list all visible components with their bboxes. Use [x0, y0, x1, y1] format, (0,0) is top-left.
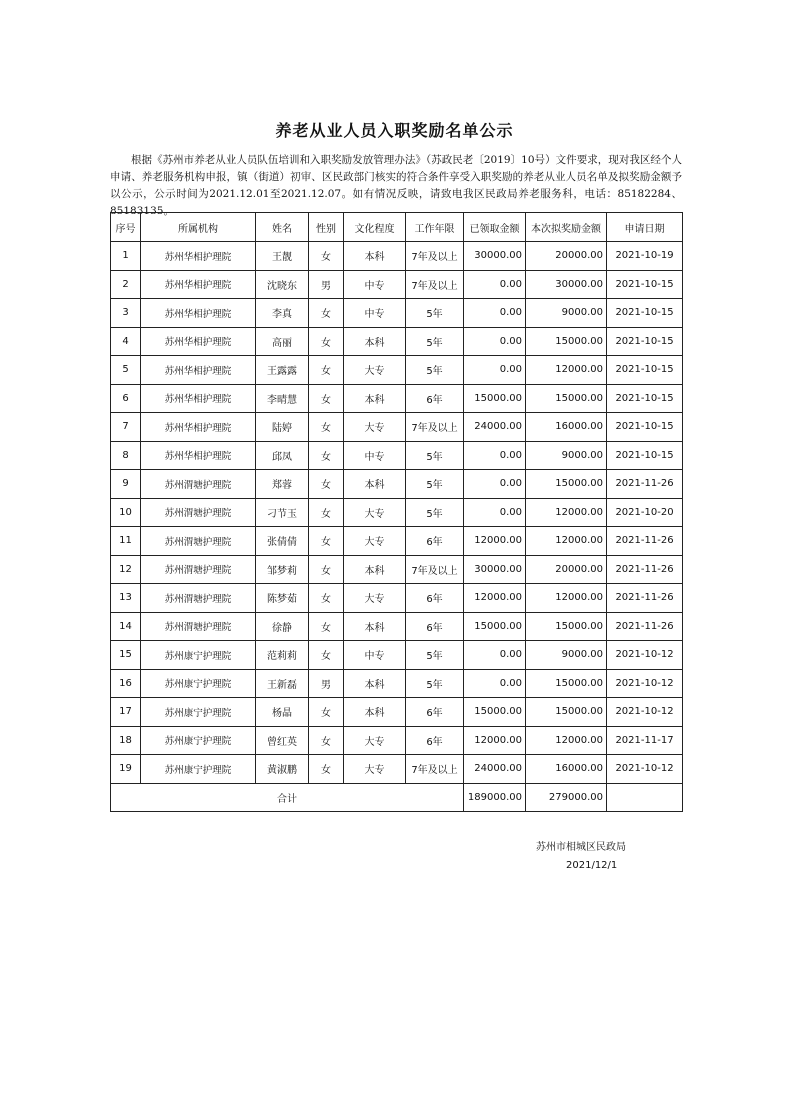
row-name: 邱凤 — [256, 441, 309, 470]
row-received-amount: 15000.00 — [464, 612, 526, 641]
row-received-amount: 30000.00 — [464, 555, 526, 584]
row-organization: 苏州渭塘护理院 — [141, 527, 256, 556]
row-gender: 男 — [309, 669, 344, 698]
row-index: 4 — [111, 327, 141, 356]
row-gender: 女 — [309, 584, 344, 613]
row-education: 大专 — [344, 413, 406, 442]
row-apply-date: 2021-10-19 — [607, 242, 683, 271]
total-date — [607, 783, 683, 812]
row-index: 15 — [111, 641, 141, 670]
total-received: 189000.00 — [464, 783, 526, 812]
row-apply-date: 2021-10-15 — [607, 384, 683, 413]
row-index: 11 — [111, 527, 141, 556]
row-apply-date: 2021-10-12 — [607, 669, 683, 698]
row-award-amount: 12000.00 — [526, 584, 607, 613]
row-education: 本科 — [344, 698, 406, 727]
row-index: 2 — [111, 270, 141, 299]
row-award-amount: 15000.00 — [526, 327, 607, 356]
row-organization: 苏州渭塘护理院 — [141, 612, 256, 641]
row-work-years: 6年 — [406, 384, 464, 413]
award-table — [110, 212, 683, 812]
row-education: 大专 — [344, 498, 406, 527]
row-gender: 女 — [309, 242, 344, 271]
row-name: 徐静 — [256, 612, 309, 641]
row-education: 本科 — [344, 555, 406, 584]
row-education: 本科 — [344, 242, 406, 271]
row-index: 19 — [111, 755, 141, 784]
row-gender: 女 — [309, 612, 344, 641]
row-education: 本科 — [344, 384, 406, 413]
row-index: 17 — [111, 698, 141, 727]
row-education: 大专 — [344, 726, 406, 755]
row-award-amount: 30000.00 — [526, 270, 607, 299]
table-row — [111, 612, 683, 641]
table-row — [111, 327, 683, 356]
row-education: 大专 — [344, 584, 406, 613]
row-education: 本科 — [344, 669, 406, 698]
row-education: 大专 — [344, 755, 406, 784]
row-received-amount: 0.00 — [464, 669, 526, 698]
row-apply-date: 2021-10-12 — [607, 755, 683, 784]
row-received-amount: 24000.00 — [464, 413, 526, 442]
row-apply-date: 2021-11-17 — [607, 726, 683, 755]
row-award-amount: 9000.00 — [526, 299, 607, 328]
row-work-years: 6年 — [406, 726, 464, 755]
row-index: 3 — [111, 299, 141, 328]
row-award-amount: 9000.00 — [526, 441, 607, 470]
row-work-years: 7年及以上 — [406, 270, 464, 299]
row-organization: 苏州渭塘护理院 — [141, 555, 256, 584]
row-name: 郑蓉 — [256, 470, 309, 499]
row-name: 陈梦茹 — [256, 584, 309, 613]
row-organization: 苏州康宁护理院 — [141, 669, 256, 698]
row-apply-date: 2021-10-12 — [607, 698, 683, 727]
row-apply-date: 2021-11-26 — [607, 527, 683, 556]
row-received-amount: 0.00 — [464, 441, 526, 470]
row-organization: 苏州康宁护理院 — [141, 726, 256, 755]
header-cell: 申请日期 — [607, 213, 683, 242]
row-work-years: 5年 — [406, 299, 464, 328]
row-gender: 男 — [309, 270, 344, 299]
row-organization: 苏州华相护理院 — [141, 356, 256, 385]
row-gender: 女 — [309, 555, 344, 584]
row-name: 李晴慧 — [256, 384, 309, 413]
row-index: 5 — [111, 356, 141, 385]
row-index: 16 — [111, 669, 141, 698]
header-cell: 姓名 — [256, 213, 309, 242]
row-work-years: 5年 — [406, 669, 464, 698]
row-gender: 女 — [309, 384, 344, 413]
row-work-years: 5年 — [406, 356, 464, 385]
row-apply-date: 2021-11-26 — [607, 470, 683, 499]
row-apply-date: 2021-10-15 — [607, 270, 683, 299]
table-row — [111, 527, 683, 556]
row-apply-date: 2021-10-15 — [607, 327, 683, 356]
row-gender: 女 — [309, 299, 344, 328]
row-gender: 女 — [309, 413, 344, 442]
row-received-amount: 12000.00 — [464, 584, 526, 613]
row-received-amount: 24000.00 — [464, 755, 526, 784]
header-cell: 本次拟奖励金额 — [526, 213, 607, 242]
row-received-amount: 0.00 — [464, 356, 526, 385]
row-organization: 苏州华相护理院 — [141, 242, 256, 271]
row-work-years: 6年 — [406, 527, 464, 556]
row-organization: 苏州华相护理院 — [141, 441, 256, 470]
row-organization: 苏州华相护理院 — [141, 270, 256, 299]
row-name: 王靓 — [256, 242, 309, 271]
row-name: 王露露 — [256, 356, 309, 385]
row-award-amount: 12000.00 — [526, 726, 607, 755]
row-index: 10 — [111, 498, 141, 527]
row-apply-date: 2021-10-15 — [607, 413, 683, 442]
row-organization: 苏州华相护理院 — [141, 327, 256, 356]
row-gender: 女 — [309, 498, 344, 527]
table-row — [111, 584, 683, 613]
row-index: 13 — [111, 584, 141, 613]
row-gender: 女 — [309, 356, 344, 385]
row-award-amount: 12000.00 — [526, 498, 607, 527]
row-index: 8 — [111, 441, 141, 470]
row-index: 6 — [111, 384, 141, 413]
row-education: 中专 — [344, 299, 406, 328]
row-award-amount: 15000.00 — [526, 470, 607, 499]
row-apply-date: 2021-10-20 — [607, 498, 683, 527]
row-received-amount: 0.00 — [464, 327, 526, 356]
row-name: 沈晓东 — [256, 270, 309, 299]
page-title: 养老从业人员入职奖励名单公示 — [275, 121, 514, 140]
row-gender: 女 — [309, 698, 344, 727]
row-organization: 苏州康宁护理院 — [141, 755, 256, 784]
row-organization: 苏州渭塘护理院 — [141, 584, 256, 613]
row-award-amount: 15000.00 — [526, 698, 607, 727]
row-work-years: 7年及以上 — [406, 413, 464, 442]
row-award-amount: 20000.00 — [526, 555, 607, 584]
row-gender: 女 — [309, 641, 344, 670]
row-received-amount: 0.00 — [464, 270, 526, 299]
row-gender: 女 — [309, 470, 344, 499]
row-award-amount: 12000.00 — [526, 527, 607, 556]
row-gender: 女 — [309, 327, 344, 356]
row-work-years: 7年及以上 — [406, 555, 464, 584]
row-received-amount: 0.00 — [464, 470, 526, 499]
row-organization: 苏州渭塘护理院 — [141, 470, 256, 499]
table-row — [111, 669, 683, 698]
row-award-amount: 15000.00 — [526, 612, 607, 641]
row-education: 本科 — [344, 612, 406, 641]
row-index: 18 — [111, 726, 141, 755]
row-education: 本科 — [344, 327, 406, 356]
row-apply-date: 2021-11-26 — [607, 555, 683, 584]
row-work-years: 7年及以上 — [406, 755, 464, 784]
table-header-row — [111, 213, 683, 242]
row-work-years: 5年 — [406, 327, 464, 356]
row-organization: 苏州华相护理院 — [141, 413, 256, 442]
row-received-amount: 0.00 — [464, 498, 526, 527]
table-row — [111, 242, 683, 271]
row-received-amount: 15000.00 — [464, 384, 526, 413]
header-cell: 已领取金额 — [464, 213, 526, 242]
row-education: 中专 — [344, 441, 406, 470]
row-received-amount: 0.00 — [464, 641, 526, 670]
table-row — [111, 555, 683, 584]
row-index: 7 — [111, 413, 141, 442]
row-organization: 苏州渭塘护理院 — [141, 498, 256, 527]
row-received-amount: 12000.00 — [464, 527, 526, 556]
row-received-amount: 0.00 — [464, 299, 526, 328]
row-name: 陆婷 — [256, 413, 309, 442]
header-cell: 工作年限 — [406, 213, 464, 242]
row-work-years: 5年 — [406, 470, 464, 499]
header-cell: 文化程度 — [344, 213, 406, 242]
row-name: 刁节玉 — [256, 498, 309, 527]
row-work-years: 5年 — [406, 641, 464, 670]
row-award-amount: 15000.00 — [526, 669, 607, 698]
row-education: 大专 — [344, 527, 406, 556]
row-work-years: 5年 — [406, 441, 464, 470]
row-gender: 女 — [309, 527, 344, 556]
table-row — [111, 470, 683, 499]
table-row — [111, 641, 683, 670]
table-row — [111, 441, 683, 470]
row-work-years: 6年 — [406, 584, 464, 613]
table-row — [111, 384, 683, 413]
table-row — [111, 755, 683, 784]
row-organization: 苏州华相护理院 — [141, 384, 256, 413]
total-award: 279000.00 — [526, 783, 607, 812]
row-received-amount: 12000.00 — [464, 726, 526, 755]
row-education: 大专 — [344, 356, 406, 385]
row-name: 黄淑鹏 — [256, 755, 309, 784]
row-apply-date: 2021-10-15 — [607, 441, 683, 470]
row-name: 杨晶 — [256, 698, 309, 727]
row-organization: 苏州华相护理院 — [141, 299, 256, 328]
row-name: 李真 — [256, 299, 309, 328]
row-apply-date: 2021-11-26 — [607, 584, 683, 613]
row-work-years: 6年 — [406, 612, 464, 641]
row-apply-date: 2021-10-15 — [607, 299, 683, 328]
header-cell: 所属机构 — [141, 213, 256, 242]
row-name: 曾红英 — [256, 726, 309, 755]
row-work-years: 6年 — [406, 698, 464, 727]
row-apply-date: 2021-10-15 — [607, 356, 683, 385]
table-row — [111, 299, 683, 328]
issue-date: 2021/12/1 — [566, 860, 618, 871]
row-received-amount: 30000.00 — [464, 242, 526, 271]
row-award-amount: 12000.00 — [526, 356, 607, 385]
row-name: 张倩倩 — [256, 527, 309, 556]
total-row — [111, 783, 683, 812]
row-index: 12 — [111, 555, 141, 584]
row-work-years: 7年及以上 — [406, 242, 464, 271]
row-name: 王新磊 — [256, 669, 309, 698]
issuing-organization: 苏州市相城区民政局 — [536, 842, 626, 853]
row-index: 1 — [111, 242, 141, 271]
row-award-amount: 20000.00 — [526, 242, 607, 271]
row-organization: 苏州康宁护理院 — [141, 698, 256, 727]
row-education: 中专 — [344, 270, 406, 299]
table-row — [111, 413, 683, 442]
row-gender: 女 — [309, 441, 344, 470]
table-row — [111, 698, 683, 727]
table-row — [111, 270, 683, 299]
row-award-amount: 15000.00 — [526, 384, 607, 413]
row-gender: 女 — [309, 726, 344, 755]
header-cell: 性别 — [309, 213, 344, 242]
row-education: 本科 — [344, 470, 406, 499]
row-name: 范莉莉 — [256, 641, 309, 670]
row-index: 9 — [111, 470, 141, 499]
row-organization: 苏州康宁护理院 — [141, 641, 256, 670]
row-work-years: 5年 — [406, 498, 464, 527]
table-row — [111, 498, 683, 527]
row-apply-date: 2021-11-26 — [607, 612, 683, 641]
table-row — [111, 726, 683, 755]
table-body — [111, 242, 683, 784]
table-row — [111, 356, 683, 385]
row-name: 邹梦莉 — [256, 555, 309, 584]
row-name: 高丽 — [256, 327, 309, 356]
row-apply-date: 2021-10-12 — [607, 641, 683, 670]
row-index: 14 — [111, 612, 141, 641]
row-award-amount: 9000.00 — [526, 641, 607, 670]
row-award-amount: 16000.00 — [526, 755, 607, 784]
intro-paragraph: 根据《苏州市养老从业人员队伍培训和入职奖励发放管理办法》（苏政民老〔2019〕10号）文件要求，现对我区经个人申请、养老服务机构申报，镇（街道）初审、区民政部门核实的符合条件享受入职奖励的养老从业人员名单及拟奖励金额予以公示，公示时间为2021.12.01至2021.12.07。如有情况反映，请致电我区民政局养老服务科，电话：85182284、85183135。 — [110, 154, 682, 217]
row-award-amount: 16000.00 — [526, 413, 607, 442]
row-gender: 女 — [309, 755, 344, 784]
row-education: 中专 — [344, 641, 406, 670]
header-cell: 序号 — [111, 213, 141, 242]
total-label: 合计 — [111, 783, 464, 812]
row-received-amount: 15000.00 — [464, 698, 526, 727]
